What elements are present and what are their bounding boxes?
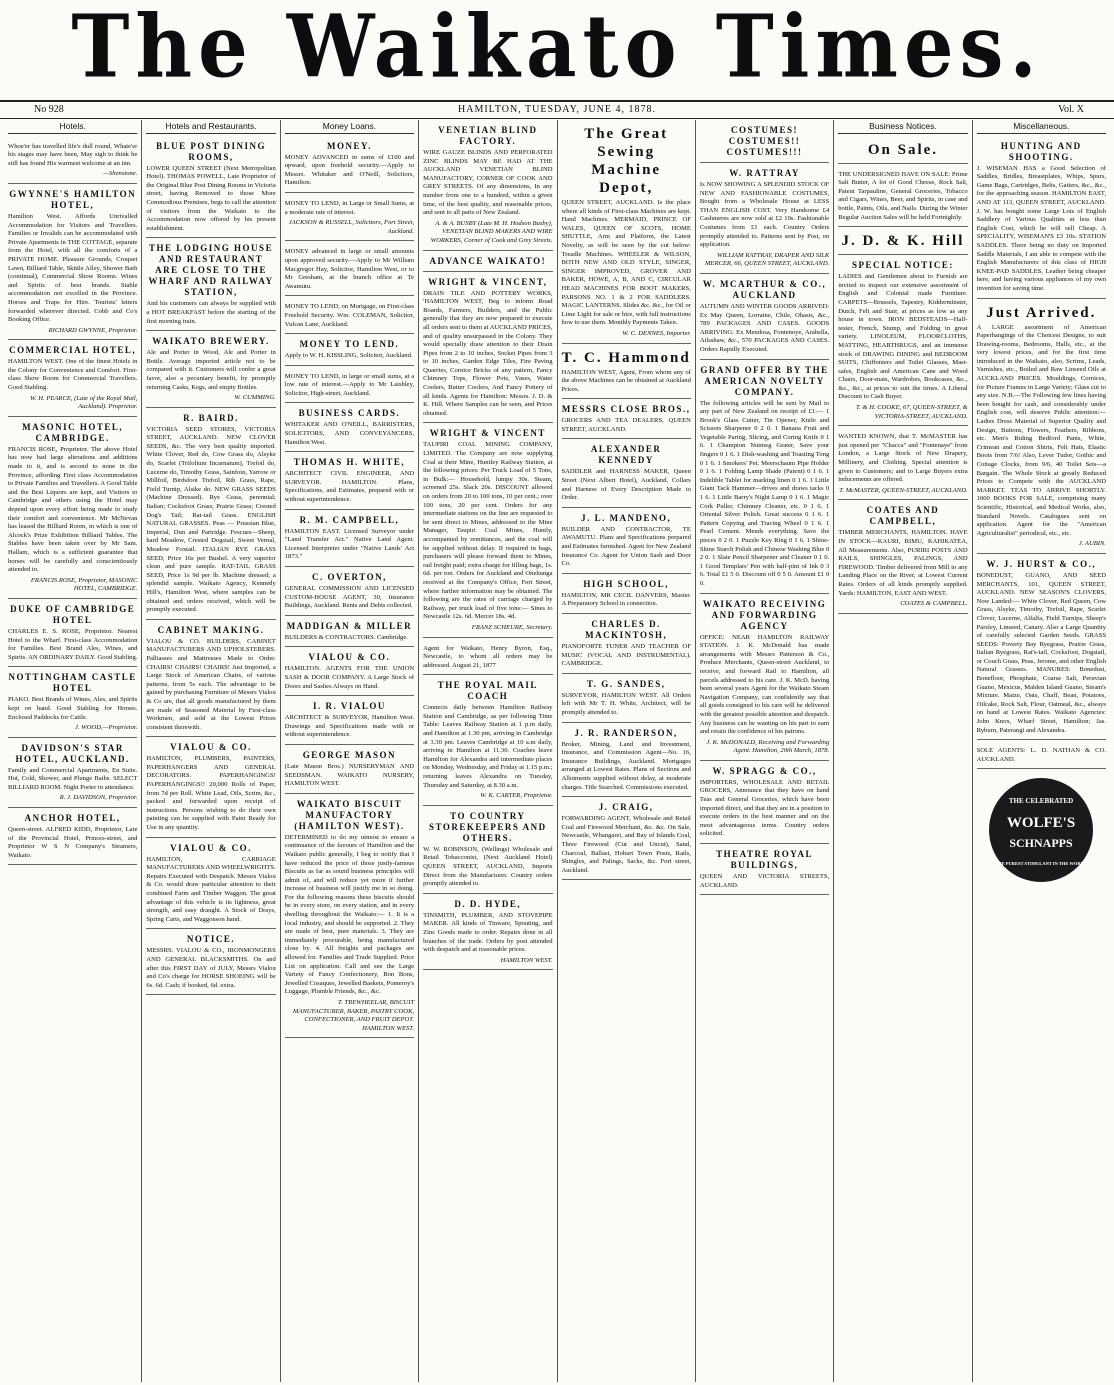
ad-body: Is NOW SHOWING A SPLENDID STOCK OF NEW AND FASHIONABLE COSTUMES, Bought from a Wholesale House at LESS THAN ENGLISH COST. Very Handsome £4 Cashmeres are now sold at £2 10s. Fashionable Costumes from £1 each. Country Orders promptly attended to. Patterns sent by Post, on application. bbox=[699, 181, 830, 249]
ad-body: (Late Mason Bros.) NURSERYMAN AND SEEDSMAN. WAIKATO NURSERY, HAMILTON WEST. bbox=[284, 762, 415, 788]
ad-title: MONEY TO LEND. bbox=[299, 339, 400, 350]
ad-body: Family and Commercial Apartments, En Suite. Hot, Cold, Shower, and Plunge Baths. SELECT BILLIARD ROOM. Night Porter in attendance. bbox=[8, 766, 138, 791]
ad-title: C. OVERTON, bbox=[312, 572, 387, 582]
advertisement bbox=[146, 739, 275, 837]
advertisement bbox=[146, 333, 275, 408]
ad-body: J. WISEMAN HAS a Good Selection of Saddles, Bridles, Breastplates, Whips, Spurs, Game Bags, Cartridges, Belts, Gaiters, &c., &c., for the approaching season. HAMILTON EAST, AND AT 113, QUEEN STREET, AUCKLAND. J. W. has bought some Large Lots of English Saddlery of Various Qualities at less than English Cost, which he will sell Cheap. A SPECIALITY, WISEMAN'S £3 10s. STATION SADDLES. There being no duty on Imported Saddle Materials, I am able to compete with the English Manufacturers of this class of HIGH KNEE-PAD SADDLES, Leather being cheaper here, and having various appliances of my own invention for saving time. bbox=[976, 164, 1106, 292]
ad-title: NOTTINGHAM CASTLE HOTEL bbox=[8, 672, 137, 694]
ad-title: THEATRE ROYAL BUILDINGS, bbox=[716, 849, 813, 871]
ad-body: Broker, Mining, Land and Investment, Insurance, and Commission Agent—No. 16, Insurance Buildings, Auckland. Mortgages arranged at Lowest Rates. Plans of Sections and Allotments supplied without delay, at moderate charges. Title Searched. Commissions executed. bbox=[561, 740, 691, 791]
advertisement bbox=[8, 186, 137, 340]
ad-body: PIANOFORTE TUNER AND TEACHER OF MUSIC (VOCAL AND INSTRUMENTAL). CAMBRIDGE. bbox=[561, 643, 691, 668]
ad-signature: COATES & CAMPBELL. bbox=[900, 600, 968, 608]
ad-body: OFFICE: NEAR HAMILTON RAILWAY STATION. J. K. McDonald has made arrangements with Messrs Patterson & Co., Produce Merchants, Queen-street Auckland, to receive, and forward Rail to Hamilton, all parcels addressed to his care. J. K. McD. having been several years Agent for the Waikato Steam Navigation Company, can confidently say that all goods consigned to his care will be delivered with the greatest possible attention and despatch. Any business can be wanting on his part to earn and retain the confidence of his patrons. bbox=[699, 633, 830, 736]
advertisement bbox=[838, 257, 967, 426]
ad-body: TIMBER MERCHANTS, HAMILTON. HAVE IN STOCK—KAURI, RIMU, KAHIKATEA, All Measurements. Also, PURIRI POSTS AND RAILS, SHINGLES, PALINGS, AND FIREWOOD. Timber delivered from Mill to any Landing Place on the River, at Lowest Current Rates. Orders of all kinds promptly supplied. Yards: HAMILTON, EAST AND WEST. bbox=[838, 529, 968, 597]
ad-body: The following articles will be sent by Mail to any part of New Zealand on receipt of £1:— 1 Brook's Glass Cutter, Tin Opener, Knife and Scissors Sharpener 0 2 0. 1 Banana Fruit and Vegetable Paring, Slicing, and Coring Knife 0 1 6. 1 Champion Nutmeg Grater, Save your fingers 0 1 6. 1 Dish-washing and Toasting Tong 0 1 6. 1 Smokers' Pet. Meerschaum Pipe Holder 0 1 6. 1 Folding Lamp Shade (Patent) 0 1 6. 1 Indelible Tablet for marking linen 0 1 6. 1 Little Giant Tack Hammer—drives and draws tacks 0 1 6. 1 Little Barry's Night Lamp 0 1 6. 1 Magic Cork Puller, Chimney Cleaner, etc. 0 1 6. 1 Oriental Silver Polish. Great success 0 1 6. 1 Pattern Copying and Tracing Wheel 0 1 6. 1 Pearl Cement. Mends everything. Save the pieces 0 2 0. 1 Puzzle Key Ring 0 1 6. 1 Shine-Shine Starch Polish and Chinese Washing Blue 0 2 0. 1 Slate Pencil Sharpener and Cleaner 0 1 0. 1 Good Templars' Pen with half-pint of Ink 0 3 6. Total £1 5 0. Discount off 0 5 0. Amount £1 0 0. bbox=[699, 399, 830, 587]
advertisement bbox=[423, 896, 552, 971]
ad-body: WIRE GAUZE BLINDS AND PERFORATED ZINC BLINDS MAY BE HAD AT THE AUCKLAND VENETIAN BLIND MANUFACTORY, CORNER OF COOK AND GREY STREETS. Of any dimensions, In any number from one to a hundred, within a given time, of the best quality, and reasonable prices, and sent to all parts of New Zealand. bbox=[423, 149, 553, 217]
advertisement bbox=[146, 622, 275, 738]
ad-body: HAMILTON WEST, Agent, From whom any of the above Machines can be obtained at Auckland Prices. bbox=[561, 368, 691, 393]
seal-text: SCHNAPPS bbox=[1009, 836, 1073, 851]
ad-signature: A. & A. BUSBY (Late M. H. Hodson Busby), VENETIAN BLIND MAKERS AND WIRE WORKERS, Corner of Cook and Grey Streets. bbox=[430, 219, 553, 244]
ad-body: SADDLER and HARNESS MAKER, Queen Street (Next Albert Hotel), Auckland. Collars and Harness of Every Description Made to Order. bbox=[561, 468, 691, 502]
ad-body: DRAIN TILE AND POTTERY WORKS, 'HAMILTON WEST, Beg to inform Road Boards, Farmers, Builders, and the Public generally that they are now prepared to execute all orders sent to them at AUCKLAND PRICES, and of quality unsurpassed in the Colony. They would specially draw attention to their Drain Pipes from 2 to 10 inches, Socket Pipes from 3 to 10 inches, Garden Edge Tiles, Fire Paving Quarries, Cornice Bricks of any pattern, Fancy Chimney Tops, Flower Pots, Vases, Water Coolers, Butter Coolers, And Fancy Pottery of all kinds. Agents for Hamilton: Messrs. J. D. & K. Hill. Where Samples can be seen, and Prices obtained. bbox=[423, 289, 553, 417]
advertisement bbox=[562, 441, 691, 507]
ad-title: HUNTING AND SHOOTING. bbox=[1000, 140, 1082, 162]
advertisement bbox=[562, 122, 691, 344]
advertisement bbox=[285, 405, 414, 452]
advertisement bbox=[423, 677, 552, 806]
advertisement bbox=[146, 240, 275, 331]
column-6 bbox=[696, 120, 834, 1382]
ad-title: T. G. SANDES, bbox=[586, 678, 666, 689]
advertisement bbox=[285, 512, 414, 567]
ad-title: ANCHOR HOTEL, bbox=[24, 813, 121, 824]
advertisement bbox=[700, 362, 829, 594]
advertisement bbox=[285, 336, 414, 366]
ad-title: J. R. RANDERSON, bbox=[574, 727, 678, 738]
place-date: HAMILTON, TUESDAY, JUNE 4, 1878. bbox=[458, 104, 656, 115]
advertisement bbox=[423, 808, 552, 894]
ad-title: WAIKATO BREWERY. bbox=[152, 336, 270, 347]
advertisement bbox=[8, 669, 137, 737]
column-2 bbox=[142, 120, 280, 1382]
advertisement bbox=[285, 368, 414, 404]
advertisement bbox=[285, 298, 414, 334]
advertisement bbox=[146, 138, 275, 239]
ad-title: BUSINESS CARDS. bbox=[298, 408, 401, 419]
ad-body: MONEY advanced in large or small amounts upon approved security.—Apply to Mr William Macgregor Hay, Solicitor, Hamilton West, or to Mr Gresham, at the branch office at Te Awamutu. bbox=[284, 248, 415, 290]
masthead-title: The Waikato Times. bbox=[71, 0, 1043, 98]
ad-title: WRIGHT & VINCENT, bbox=[428, 276, 548, 287]
ad-body: MONEY TO LEND, in large or small sums, at a low rate of interest.—Apply to Mr Laishley, Solicitor, High-street, Auckland. bbox=[284, 372, 415, 397]
ad-body: HAMILTON, PLUMBERS, PAINTERS, PAPERHANGERS AND GENERAL DECORATORS. PAPERHANGINGS! PAPERHANGINGS!! 20,000 Rolls of Paper, from 7d per Roll. White Lead, Oils, Scrim, &c., packed and forwarded upon receipt of instructions. Persons wishing to do their own painting can be supplied with Paint Ready for Use in any quantity. bbox=[146, 755, 276, 832]
ad-title: SPECIAL NOTICE: bbox=[852, 260, 954, 271]
ad-body: TAUPIRI COAL MINING COMPANY, LIMITED. The Company are now supplying Coal at their Mine, Huntley Railway Station, at the following prices: Per Truck Load of 5 Tons, in Bulk:— Household, lumpy 30s. Steam, screened 25s. Slack 20s. DISCOUNT allowed on orders from 20 to 100 tons, 10 per cent.; over 100 tons, 20 per cent. Orders for any intermediate stations on the line are requested to be sent direct to Mines, addressed to the Mine Manager, Taupiri Coal Mines, Huntly, accompanied by remittances, and the coal will be supplied without delay. If required in bags, purchasers will please forward them to Mines, rail freight paid; extra charge for filling bags, 1s. 6d. per ton. Orders for Auckland and Onehunga received at the Company's Office, Fort Street, where further information may be obtained. The following are the rates of carriage charged by Railway, per truck load of five tons:— Sines to Newcastle 12s. 6d. Mercer 18s. 4d. bbox=[423, 441, 553, 621]
ad-body: HAMILTON. AGENTS FOR THE UNION SASH & DOOR COMPANY. A Large Stock of Doors and Sashes Always on Hand. bbox=[284, 665, 415, 690]
ad-title: WRIGHT & VINCENT bbox=[429, 428, 546, 439]
column-heading: Business Notices. bbox=[838, 122, 967, 134]
schnapps-seal-icon bbox=[986, 775, 1096, 885]
ad-body: THE UNDERSIGNED HAVE ON SALE: Prime Salt Butter, A lot of Good Cheese, Rock Salt, Patent Tarpauline, General Groceries, Tobacco and Cigars, Wines, Beer, and Spirits, in case and bottle, Paints, Oils, and Nails. During the Winter Regular Auction Sales will be held Fortnightly. bbox=[838, 170, 968, 221]
ad-title: WAIKATO BISCUIT MANUFACTORY (HAMILTON WEST). bbox=[294, 798, 405, 831]
advertisement bbox=[977, 138, 1106, 299]
advertisement bbox=[146, 931, 275, 995]
ad-body: HAMILTON WEST. One of the finest Hotels in the Colony for Convenience and Comfort. First-class Show Room for Commercial Travellers. Good Stabling. bbox=[8, 358, 138, 392]
ad-signature: T. McMASTER, QUEEN-STREET, AUCKLAND. bbox=[839, 486, 968, 494]
ad-signature: J. WOOD,—Proprietor. bbox=[74, 724, 138, 732]
advertisement bbox=[146, 410, 275, 620]
column-1 bbox=[4, 120, 142, 1382]
ad-signature: HAMILTON WEST. bbox=[500, 956, 553, 964]
ad-body: MONEY TO LEND, in Large or Small Sums, at a moderate rate of interest. bbox=[284, 199, 415, 216]
ad-body: WANTED KNOWN, that T. McMASTER has just opened per "Chacca" and "Fontenaye" from London, a Large Stock of New Drapery, Millinery, and Clothing. Special attention is given to Customers; and to Large Buyers extra inducements are offered. bbox=[838, 433, 968, 484]
ad-body: IMPORTERS, WHOLESALE AND RETAIL GROCERS, Announce that they have on hand Teas and General Groceries, which have been imported direct, and that they are in a position to execute orders in the best manner and on the most advantageous terms. Country orders solicited. bbox=[699, 778, 830, 838]
advertisement bbox=[700, 165, 829, 274]
ad-title: I. R. VIALOU bbox=[313, 701, 386, 712]
ad-title: MONEY. bbox=[326, 140, 372, 151]
ad-title: COATES AND CAMPBELL, bbox=[866, 505, 940, 527]
advertisement bbox=[8, 740, 137, 808]
volume-number: Vol. X bbox=[1058, 104, 1084, 115]
advertisement bbox=[8, 601, 137, 667]
advertisement bbox=[285, 243, 414, 296]
ad-body: A LARGE assortment of American Paperhangings of the Choicest Designs, to suit Drawing-rooms, Bedrooms, Halls, etc., at the very lowest prices, and for the first time introduced in the Waikato, also, Scrims, Leads, Varnishes, etc., Boiled and Raw Linseed Oils at AUCKLAND PRICES. Mouldings, Cornices, for Picture Frames in Large Variety; Glass cut to any size. N.B.—The Following few lines having been bought for cash, and considerably under English cost, will deserve Public attention:— Ladies Dress Material of Superior Quality and Design, Buttons, Flowers, Feathers, Ribbons, etc. Men's Riding Bedford Pants, White, Crimean and Cotton Shirts, Felt Hats, Elastic Boots from 7/6! Also, Lever Tudor, Gothic and Cottage Clocks, from 9/6, 40 Toilet Sets—a Bargain. The Whole Stock at greatly Reduced Prices to Compete with the AUCKLAND MARKET. TEAS TO ARRIVE SHORTLY. 1000 BOOKS FOR SALE, comprising many Scientific, Historical, and Medical Works, also, Standard Novels. Catalogues sent on application. Agent for the "American Agriculturalist" periodical, etc., etc. bbox=[976, 323, 1106, 537]
ad-signature: WILLIAM RATTRAY, DRAPER AND SILK MERCER, 66, QUEEN STREET, AUCKLAND. bbox=[704, 251, 830, 268]
seal-text: THE PUREST STIMULANT IN THE WORLD bbox=[995, 861, 1088, 867]
ad-body: MESSRS. VIALOU & CO., IRONMONGERS AND GENERAL BLACKSMITHS. On and after this FIRST DAY of JULY, Messrs Vialou and Co's charge for HORSE SHOEING will be 6s. 6d. Cash; if booked, 6d. extra. bbox=[146, 947, 276, 989]
advertisement bbox=[977, 556, 1106, 740]
ad-title: ALEXANDER KENNEDY bbox=[590, 444, 662, 466]
ad-title: THE ROYAL MAIL COACH bbox=[437, 680, 538, 702]
ad-title: CHARLES D. MACKINTOSH, bbox=[585, 619, 668, 640]
advertisement bbox=[146, 840, 275, 930]
advertisement bbox=[562, 799, 691, 880]
ad-body: HAMILTON EAST. Licensed Surveyor under "Land Transfer Act." Native Land Agent. Licensed Interpreter under "Native Lands' Act 1873." bbox=[284, 527, 415, 561]
ad-title: R. M. CAMPBELL, bbox=[299, 514, 400, 525]
seal-text: WOLFE'S bbox=[1007, 815, 1076, 832]
advertisement bbox=[838, 428, 967, 500]
ad-title: GEORGE MASON bbox=[302, 749, 397, 760]
advertisement bbox=[285, 698, 414, 745]
ad-body: MONEY ADVANCED in sums of £100 and upward, upon freehold security.—Apply to Messrs. Whitaker and O'Neill, Solicitors, Hamilton. bbox=[284, 153, 415, 187]
ad-signature: —Shenstone. bbox=[103, 170, 138, 178]
advertisement bbox=[838, 166, 967, 228]
ad-body: GROCERS AND TEA DEALERS, QUEEN STREET, AUCKLAND. bbox=[561, 417, 691, 433]
ad-body: BONEDUST, GUANO, AND SEED MERCHANTS, 101, QUEEN STREET, AUCKLAND. NEW SEASON'S CLOVERS, Now Landed:— White Clover, Red Queen, Cow Grass, Alsyke, Timothy, Trefoil, Rape, Scarlet Clover, Lucerne, Alfalfa, Field Turnips, Sheep's Parsley, Linseed, Canary. Also a Large Quantity of carefully selected Garden Seeds. GRASS SEEDS: Poverty Bay Ryegrass, Prairie Grass, Italian Ryegrass, Rat's-tail, Cocksfoot, Dogstail, or Couch Grass, Peas, Jerome, and other English Natural Grasses. MANURES: Bonedust, Bonefloor, Phosphate, Coarse Salt, Peruvian Guano, Mexicus, Malden Island Guano, Steam's Mixture. Maize, Oats, Chaff, Bean, Potatoes, Oilcake, Rock Salt, Flour, Oatmeal, &c., always on hand at Lowest Rates. Waikato Agencies: John Knox, Wharf Street, Hamilton; Jas. Ryburn, Paterangi and Alexandra. bbox=[976, 571, 1106, 734]
ad-body: TINSMITH, PLUMBER, AND STOVEPIPE MAKER. All kinds of Tinware, Spouting, and Zinc Goods made to order. Repairs done in all branches of the trade. Orders by post attended with despatch and at reasonable prices. bbox=[423, 911, 553, 954]
ad-title: HIGH SCHOOL, bbox=[583, 578, 669, 589]
ad-title: VIALOU & CO. bbox=[308, 652, 391, 663]
dateline bbox=[0, 100, 1114, 119]
column-4 bbox=[419, 120, 557, 1382]
column-7 bbox=[834, 120, 972, 1382]
ad-title: BLUE POST DINING ROOMS, bbox=[156, 140, 266, 162]
ad-body: CHARLES E. S. ROSE, Proprietor. Nearest Hotel to the Wharf. First-class Accommodation for Families. Best Brand Ales, Wines, and Spirits. AN ORDINARY DAILY. Good Stabling. bbox=[8, 627, 138, 661]
ad-title: W. MCARTHUR & CO., AUCKLAND bbox=[702, 278, 827, 300]
masthead bbox=[0, 0, 1114, 96]
advertisement bbox=[700, 276, 829, 360]
advertisement bbox=[285, 649, 414, 696]
advertisement bbox=[423, 253, 552, 272]
ad-title: GRAND OFFER BY THE AMERICAN NOVELTY COMPANY. bbox=[700, 364, 829, 397]
advertisement bbox=[562, 510, 691, 574]
ad-signature: FRANZ SCHEURE, Secretary. bbox=[471, 623, 553, 631]
column-heading: Money Loans. bbox=[285, 122, 414, 134]
ad-body: WHITAKER AND O'NEILL, BARRISTERS, SOLICITORS, AND CONVEYANCERS, Hamilton West. bbox=[284, 421, 415, 446]
ad-title: Just Arrived. bbox=[986, 304, 1097, 321]
ad-title: R. BAIRD. bbox=[183, 412, 239, 423]
advertisement bbox=[285, 796, 414, 1039]
ad-title: ADVANCE WAIKATO! bbox=[429, 255, 547, 266]
advertisement bbox=[700, 596, 829, 761]
ad-signature: RICHARD GWYNNE, Proprietor. bbox=[48, 326, 138, 334]
advertisement bbox=[838, 502, 967, 613]
column-5 bbox=[558, 120, 696, 1382]
ad-body: DETERMINED to do my utmost to ensure a continuance of the favours of Hamilton and the Waikato public generally, I beg to notify that I have reduced the price of those justly-famous Biscuits as far as sound business principles will admit of, and will reduce yet more if further increase of business will justify me in so doing. For the following reasons these biscuits should be in every store, on every station, and in every dwelling throughout the Waikato:— 1. It is a local industry, and should be supported. 2. They are made of best, pure materials. 3. They are immediately procurable, being manufactured close by. 4. All freights and packages are allowed for. Families and Trade Supplied. Price List on application. Call and see the Large Variety of Fancy Confectionery, Bon Bons, Jewelled Cosaques, Jewelled Baskets, Pomeroy's Luggage, Plumble Friends, &c., &c. bbox=[284, 833, 415, 996]
advertisement bbox=[423, 425, 552, 637]
advertisement bbox=[977, 742, 1106, 769]
advertisement bbox=[562, 576, 691, 614]
advertisement bbox=[562, 616, 691, 674]
ad-title: VENETIAN BLIND FACTORY. bbox=[438, 125, 538, 146]
ad-title: MASONIC HOTEL, CAMBRIDGE. bbox=[22, 421, 124, 443]
ad-body: LADIES and Gentlemen about to Furnish are invited to inspect our extensive assortment of English and Colonial made Furniture. CARPETS—Brussels, Tapestry, Kidderminster, Dutch, Felt and Stair, at prices as low as any house in town. IRON BEDSTEADS—Half-tester, French, Stump, and Folding in great variety. LINOLEUM, FLOORCLOTHS, MATTING, HEARTHRUGS, and an immense stock of DRAWING DINING and BEDROOM SUITS, Chiffoniers and Toilet Glasses, Mast-safes, English and American Cane and Wood Chairs, Door-mats, Wardrobes, Bookcases, &c., &c., &c., at prices to suit the times. A Liberal Discount to Cash Buyer. bbox=[838, 273, 968, 401]
advertisement bbox=[977, 301, 1106, 554]
advertisement bbox=[562, 401, 691, 439]
ad-signature: R. J. DAVIDSON, Proprietor. bbox=[59, 794, 138, 802]
advertisement bbox=[285, 569, 414, 616]
ad-body: FRANCIS ROSE, Proprietor. The above Hotel has now had large alterations and additions made to it, and is second to none in the Province, affording First class Accommodation to Private Families and Travellers. A Good Table and the Best Liquors are kept, and Visitors to Cambridge and others using the Hotel may depend upon every effort being made to study their comfort and convenience. Mr McNevan has leased the Billiard Room, in which is one of Alcock's Prize Exhibition Billiard Tables. The Stables have been taken over by Mr Sam. Hallam, which is a sufficient guarantee that horses will be carefully and conscientiously attended to. bbox=[8, 445, 138, 574]
seal-text: THE CELEBRATED bbox=[1009, 797, 1074, 806]
ad-body: Queen-street. ALFRED KIDD, Proprietor, Late of the Provincial Hotel, Princes-street, and Proprietor W S N Company's Steamers, Waikato. bbox=[8, 826, 138, 859]
advertisement bbox=[423, 640, 552, 676]
advertisement bbox=[562, 725, 691, 798]
ad-title: W. J. HURST & CO., bbox=[986, 558, 1097, 569]
ad-body: BUILDERS & CONTRACTORS. Cambridge. bbox=[284, 633, 408, 641]
ad-signature: T. TREWHEELAR, BISCUIT MANUFACTURER, BAKER, PASTRY COOK, CONFECTIONER, AND FRUIT DEPOT. HAMILTON WEST. bbox=[292, 999, 415, 1032]
ad-body: LOWER QUEEN STREET (Next Metropolitan Hotel). THOMAS POWELL, Late Proprietor of the Original Blue Post Dining Rooms in Victoria street, having Removed to those More Commodious Premises, begs to call the attention of visitors from the Waikato to the Accommodation now offered by his present establishment. bbox=[146, 164, 276, 232]
ad-title: D. D. HYDE, bbox=[454, 898, 522, 909]
ad-body: And his customers can always be supplied with a HOT BREAKFAST before the starting of the first morning train. bbox=[146, 300, 276, 325]
ad-body: FORWARDING AGENT, Wholesale and Retail Coal and Firewood Merchant, &c. &c. On Sale, Newcastle, Whangarei, and Bay of Islands Coal, Three Firewood (Cut and Uncut), Sand, Charcoal, Ballast, Hobart Town Posts, Rails, Shingles, and Palings, Sacks, &c. Fort street, Auckland. bbox=[561, 815, 691, 874]
ad-title: W. SPRAGG & CO., bbox=[712, 765, 817, 776]
advertisement bbox=[8, 419, 137, 599]
advertisement bbox=[8, 342, 137, 417]
ad-body: SOLE AGENTS: L. D. NATHAN & CO. AUCKLAND. bbox=[976, 747, 1106, 763]
issue-number: No 928 bbox=[34, 104, 64, 115]
ad-title: VIALOU & CO. bbox=[170, 742, 252, 753]
ad-body: MONEY TO LEND, on Mortgage, on First-class Freehold Security. Wm. COLEMAN, Solicitor, Vulcan Lane, Auckland. bbox=[284, 303, 415, 328]
ad-title: CABINET MAKING. bbox=[157, 624, 265, 635]
ad-title: J. L. MANDENO, bbox=[581, 512, 672, 523]
ad-signature: W. K. CARTER, Proprietor. bbox=[480, 792, 553, 800]
ad-signature: J. K. McDONALD, Receiving and Forwarding Agent. Hamilton, 20th March, 1878. bbox=[706, 738, 830, 755]
ad-title: T. C. Hammond bbox=[561, 349, 691, 366]
advertisement bbox=[423, 122, 552, 251]
ad-signature: FRANCIS ROSE, Proprietor, MASONIC HOTEL, CAMBRIDGE. bbox=[30, 576, 138, 593]
advertisement bbox=[8, 138, 137, 184]
advertisement bbox=[562, 676, 691, 723]
ad-body: BUILDER AND CONTRACTOR, TE AWAMUTU. Plans and Specifications prepared and Estimates furnished. Agent for New Zealand Insurance Co. Agent for Union Sash and Door Co. bbox=[561, 525, 691, 568]
advertisement bbox=[700, 846, 829, 895]
ad-body: VICTORIA SEED STORES, VICTORIA STREET, AUCKLAND. NEW CLOVER SEEDS, &c. The very best quality imported. White Clover, Red do, Cow Grass do, Alsyke do, Scarlet (Trifolium Incarnatum), Trefoil do, Lucerne do, Timothy Grass, Sainfoin, Yarrow or Millfoil, Birdsfoot Trefoil, Rib Grass, Rape, Field Turnip, Alsike do. NEW GRASS SEEDS (Machine Dressed). Rye Grass, perennial; Italian; Cocksfoot Grass; Prairie Grass; Crested Dog's Tail; Rat-tail Grass. ENGLISH NATURAL GRASSES. Peas — Prussian Blue, Imperial, Dun and Partridge. Fescues—Sheep, hard Meadow, Crested Dogstail, Sweet Vernal, Meadow Foxtail. ITALIAN RYE GRASS SEED, Price 16s per Bushel. A very superior clean and pure sample. RAT-TAIL GRASS SEED, Price 1s 9d per lb. Machine dressed; a splendid sample. Waikato Agency, Kennedy Hill's, Hamilton West, where samples can be obtained and orders received, which will be promptly executed. bbox=[146, 425, 276, 614]
ad-signature: W. C. DENNES, Importer. bbox=[622, 329, 691, 337]
ad-title: J. D. & K. Hill bbox=[841, 233, 965, 250]
ad-title: TO COUNTRY STOREKEEPERS AND OTHERS. bbox=[429, 810, 547, 843]
ad-body: ARCHITECT CIVIL ENGINEER, AND SURVEYOR. HAMILTON. Plans, Specifications, and Estimates, prepared with or without superintendence. bbox=[284, 470, 415, 504]
ad-title: GWYNNE'S HAMILTON HOTEL, bbox=[9, 188, 137, 210]
ad-body: AUTUMN AND WINTER GOODS ARRIVED: Ex May Queen, Lorraine, Chile, Ohasis, &c., 789 PACKAGES AND CASES. GOODS ARRIVING: Ex Mendosa, Fontenoye, Arabella, Ailsshaw, &c., 570 PACKAGES AND CASES. Orders Rapidly Executed. bbox=[699, 302, 830, 353]
ad-signature: W. H. PEARCE, (Late of the Royal Mail, Auckland). Proprietor. bbox=[30, 394, 138, 411]
ad-title: VIALOU & CO. bbox=[170, 842, 252, 853]
ad-title: On Sale. bbox=[867, 141, 939, 158]
advertisement bbox=[423, 274, 552, 424]
column-heading: Hotels and Restaurants. bbox=[146, 122, 275, 134]
column-3 bbox=[281, 120, 419, 1382]
advertisement bbox=[838, 138, 967, 164]
column-heading: Miscellaneous. bbox=[977, 122, 1106, 134]
ad-body: W. W. ROBINSON, (Wellings) Wholesale and Retail Tobacconist, (Next Auckland Hotel) QUEEN STREET, AUCKLAND, Imports Direct from the Manufacturer. Country orders promptly attended to. bbox=[423, 845, 553, 888]
ad-title: COSTUMES! COSTUMES!! COSTUMES!!! bbox=[726, 125, 803, 157]
ad-body: PIAKO. Best Brands of Wines, Ales, and Spirits kept on hand. Good Stabling for Horses. Enclosed Paddocks for Cattle. bbox=[8, 696, 138, 721]
advertisement bbox=[285, 195, 414, 241]
ad-body: SURVEYOR, HAMILTON WEST. All Orders left with Mr T. H. White, Architect, will be promptly attended to. bbox=[561, 691, 691, 716]
column-8 bbox=[973, 120, 1110, 1382]
ad-body: QUEEN STREET, AUCKLAND. Is the place where all kinds of First-class Machines are kept. Hand Machines. MERMAID, PRINCE OF WALES, QUEEN OF SCOTS, HOME SHUTTLE, Arm and Platform, the Latest Novelty, as will be seen by the cut below: Treadle Machines. WHEELER & WILSON, BOTH NEW AND OLD STYLE, SINGER, SINGER IMPROVED, GROVER AND BAKER, HOWE, A, B, AND C, CIRCULAR HEAD MACHINES FOR BOOT MAKERS, PARSONS NO. 1 & 2 FOR SADDLERS. MAGIC LANTERNS. Slides &c. &c., for Oil or Lime Light for sale or hire, with full instructions how to use them. Monthly Payments Taken. bbox=[561, 199, 691, 327]
ad-signature: T. & H. COOKE, 67, QUEEN-STREET, & VICTORIA-STREET, AUCKLAND. bbox=[855, 404, 968, 420]
ad-body: HAMILTON, MR CECIL DANVERS, Master. A Preparatory School in connection. bbox=[561, 591, 691, 608]
advertisement bbox=[562, 346, 691, 400]
ad-title: DUKE OF CAMBRIDGE HOTEL bbox=[10, 603, 136, 625]
ad-body: ARCHITECT & SURVEYOR, Hamilton West. Drawings and Specifications made with or without superintendence. bbox=[284, 714, 415, 739]
ad-body: QUEEN AND VICTORIA STREETS, AUCKLAND. bbox=[699, 873, 830, 889]
ad-body: GENERAL COMMISSION AND LICENSED CUSTOM-HOUSE AGENT, 30, Insurance Buildings, Auckland. Rents and Debts collected. bbox=[284, 585, 415, 610]
ad-title: COMMERCIAL HOTEL, bbox=[9, 345, 137, 356]
advertisement bbox=[285, 618, 414, 648]
advertisement bbox=[285, 138, 414, 193]
ad-title: MADDIGAN & MILLER bbox=[286, 620, 413, 631]
advertisement bbox=[285, 747, 414, 794]
ad-body: Apply to W. H. KISSLING, Solicitor, Auckland. bbox=[284, 352, 413, 360]
ad-body: Ale and Porter in Wood, Ale and Porter in Bottle. Average imported article not to be compared with it. Customers will confer a great favor, also a pecuniary benefit, by promptly returning Casks, Kegs, and empty Bottles. bbox=[146, 349, 276, 391]
ad-body: Agent for Waikato, Henry Byron, Esq., Newcastle, to whom all orders may be addressed. August 21, 1877 bbox=[423, 644, 553, 669]
ad-title: WAIKATO RECEIVING AND FORWARDING AGENCY bbox=[702, 598, 827, 631]
ad-title: W. RATTRAY bbox=[729, 168, 800, 178]
ad-body: Connects daily between Hamilton Railway Station and Cambridge, as per following Time Table: Leaves Railway Station at 1 p.m daily, and Hamilton at 1.30 pm, arriving in Cambridge at 3.30 pm. Leaves Cambridge at 10 a.m daily, arriving in Hamilton at 11.30. Coaches leave Hamilton for Alexandra and intermediate places on Monday, Wednesday, and Friday at 1.15 p.m.; returning leaves Alexandra on Tuesday, Thursday and Saturday, at 8.30 a.m. bbox=[423, 704, 553, 789]
ad-title: MESSRS CLOSE BROS., bbox=[561, 404, 691, 415]
ad-title: The Great Sewing Machine Depot, bbox=[584, 126, 669, 196]
ad-signature: W. CUMMING. bbox=[234, 394, 276, 402]
columns bbox=[4, 120, 1110, 1382]
advertisement bbox=[700, 763, 829, 844]
ad-title: NOTICE. bbox=[186, 934, 236, 945]
ad-signature: J. AUBIN. bbox=[1078, 540, 1106, 548]
ad-body: HAMILTON, CARRIAGE MANUFACTURERS AND WHEELWRIGHTS. Repairs Executed with Despatch. Messrs Vialou & Co. would draw particular attention to their combined Farm and Timber Waggon. The great advantage of this vehicle is its lightness, great strength, and easy draught. A Stock of Drays, Spring Carts, and Waggonson hand. bbox=[146, 855, 276, 923]
advertisement bbox=[285, 454, 414, 509]
ad-title: THE LODGING HOUSE AND RESTAURANT ARE CLOSE TO THE WHARF AND RAILWAY STATION, bbox=[148, 243, 274, 298]
advertisement bbox=[700, 122, 829, 163]
ad-title: THOMAS H. WHITE, bbox=[293, 457, 406, 468]
ad-title: DAVIDSON'S STAR HOTEL, AUCKLAND. bbox=[15, 742, 130, 764]
ad-signature: JACKSON & RUSSELL, Solicitors, Fort Street, Auckland. bbox=[288, 219, 415, 235]
ad-title: J. CRAIG, bbox=[598, 802, 654, 813]
ad-body: Hamilton West. Affords Unrivalled Accommodation for Visitors and Travellers. Families or Invalids can be accommodated with Private Apartments in THE COTTAGE, separate from the Hotel, with all the comforts of a PRIVATE HOME. Pleasure Grounds, Croquet Lawn, Billiard Table, Skittle Alley, Shower Bath (continual), Commercial Show Rooms. Wines and Spirits of best brands. Stable accommodation not excelled in the Province. Horses and Traps for Hire. Tourists' letters forwarded wherever directed. Cobb and Co's Booking Office. bbox=[8, 212, 138, 324]
advertisement bbox=[8, 810, 137, 865]
column-heading: Hotels. bbox=[8, 122, 137, 134]
ad-body: VIALOU & CO. BUILDERS, CABINET MANUFACTURERS AND UPHOLSTERERS. Palliasses and Mattresses Made to Order. CHAIRS! CHAIRS! CHAIRS! Just Imported, a Large Stock of American Chairs, of various patterns, from 5s each. The advantage to be gained by purchasing Furniture of Messrs Vialou & Co are, that all goods manufactured by them are made of Seasoned Material by First-class Workmen, and sold at the Lowest Prices consistent therewith. bbox=[146, 637, 276, 731]
ad-body: Whoe'er has travelled life's dull round, Whate'er his stages may have been, May sigh to think he still has found His warmest welcome at an inn. bbox=[8, 142, 138, 167]
advertisement bbox=[838, 229, 967, 255]
